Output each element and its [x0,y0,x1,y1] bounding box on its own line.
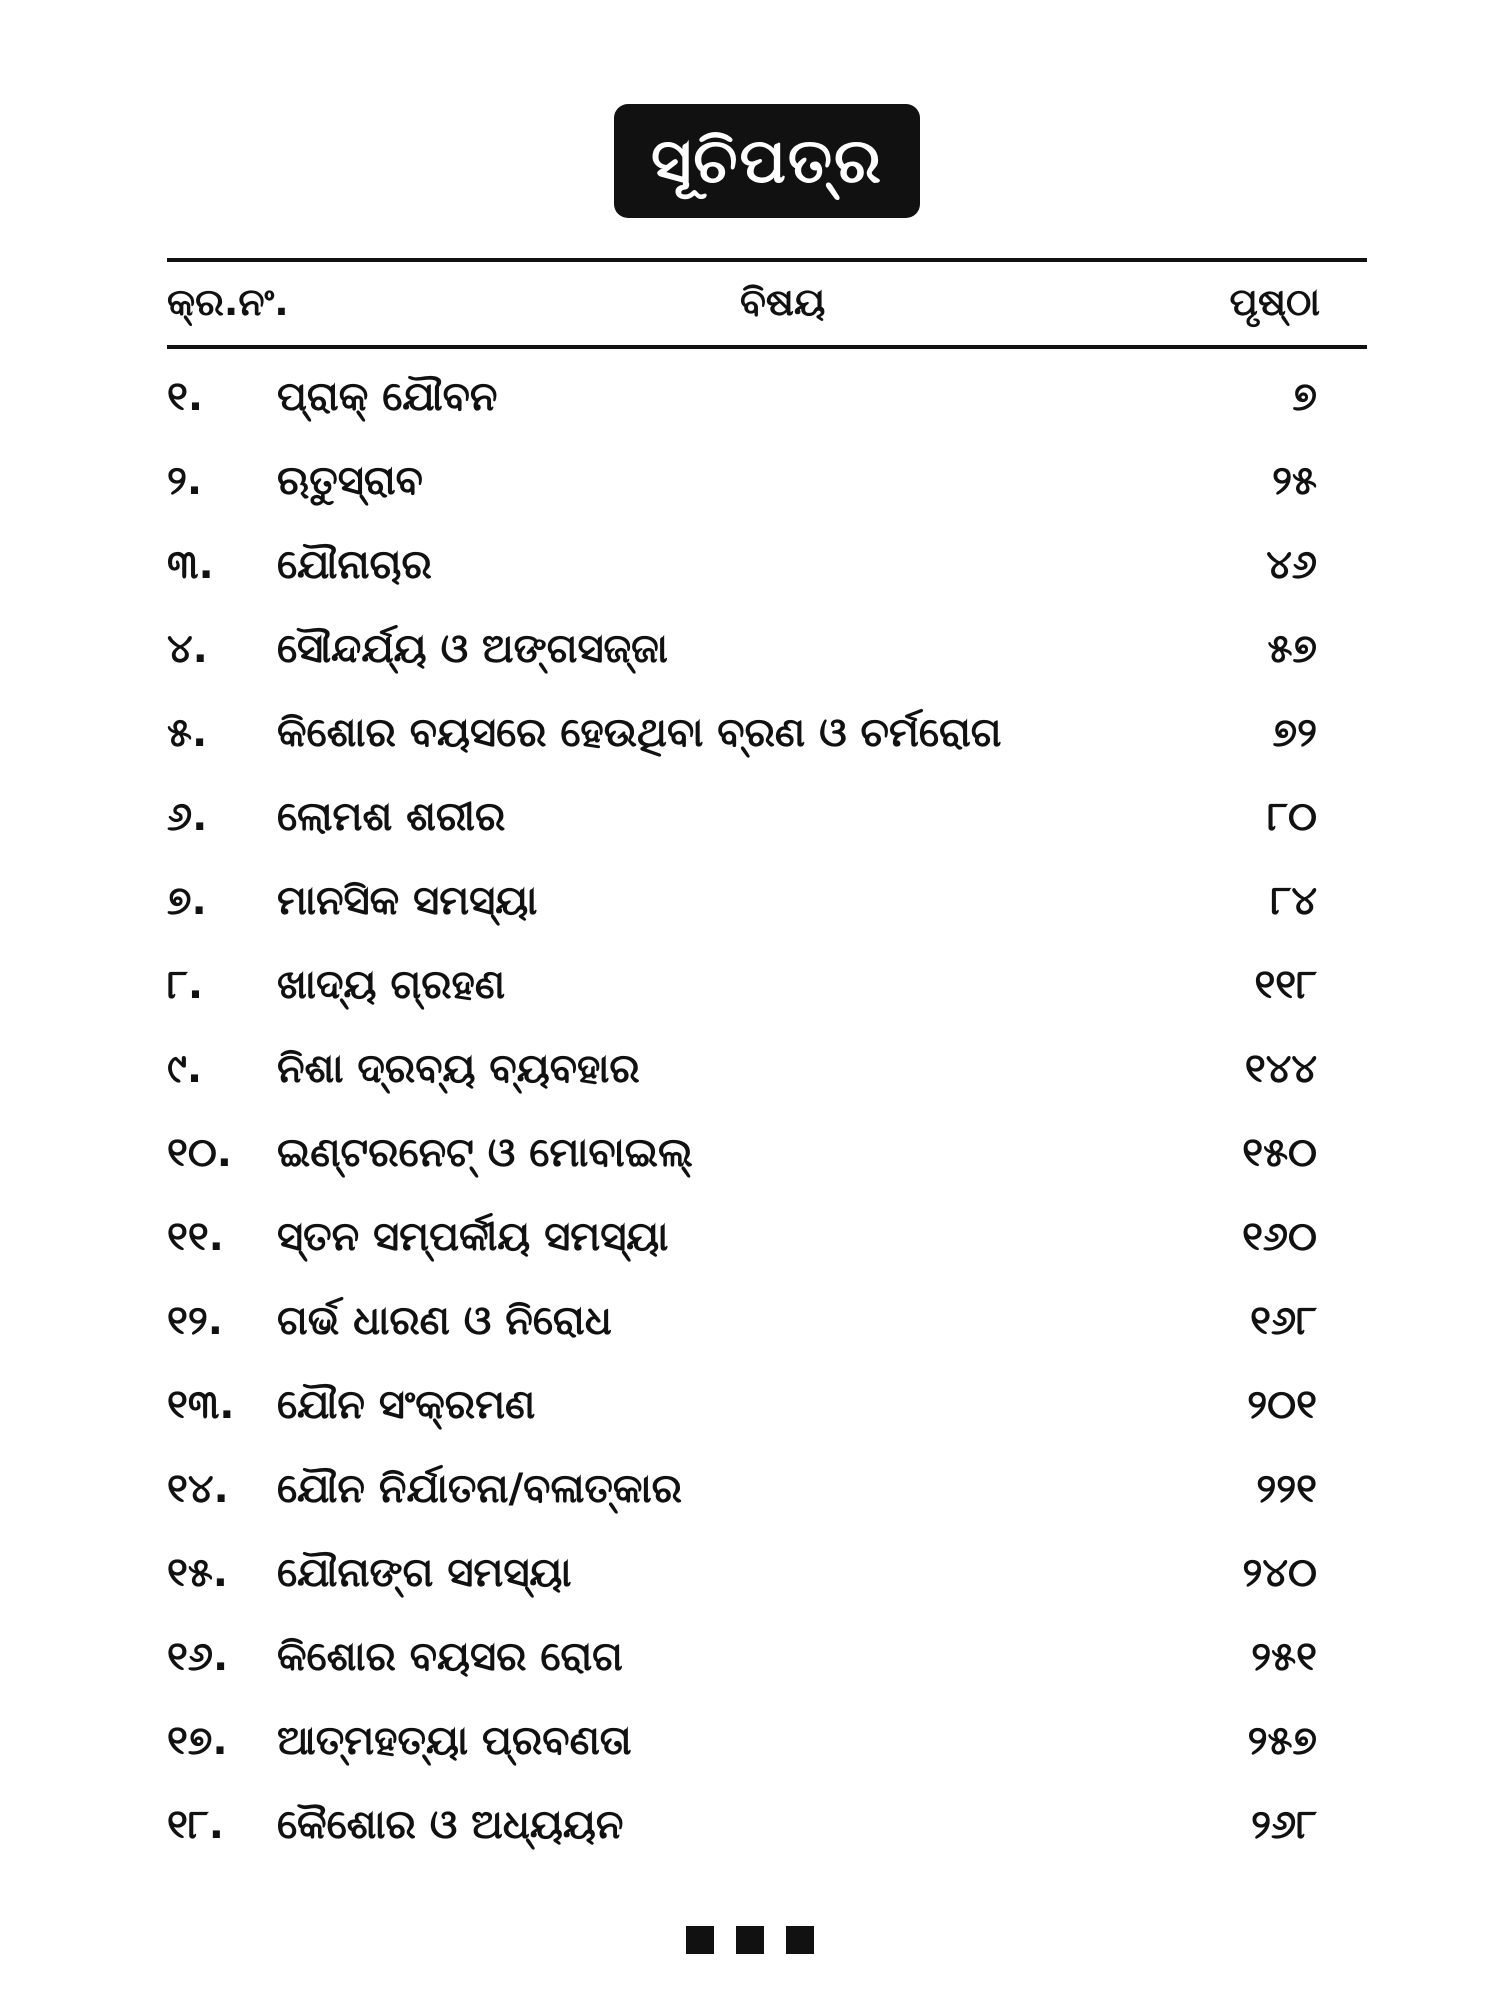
toc-row [167,691,1317,775]
entry-subject: ସୌନ୍ଦର୍ଯ୍ୟ ଓ ଅଙ୍ଗସଜ୍ଜା [277,626,668,672]
end-mark [736,1926,764,1954]
toc-row [167,439,1317,523]
entry-page: ୨୪୦ [1242,1550,1317,1596]
toc-row [167,1447,1317,1531]
entry-subject: କିଶୋର ବୟସର ରୋଗ [277,1634,623,1680]
title-box [614,104,920,218]
table-of-contents [167,355,1317,1867]
entry-number: ୩. [167,542,214,588]
entry-number: ୧୪. [167,1466,229,1512]
header-top-rule [167,258,1367,262]
entry-number: ୧୮. [167,1802,224,1848]
toc-row [167,1783,1317,1867]
entry-subject: ମାନସିକ ସମସ୍ୟା [277,878,538,924]
entry-page: ୪୬ [1266,542,1317,588]
entry-number: ୬. [167,794,208,840]
end-mark [786,1926,814,1954]
entry-subject: ଲୋମଶ ଶରୀର [277,794,506,840]
entry-number: ୧୫. [167,1550,228,1596]
entry-page: ୧୬୮ [1250,1298,1317,1344]
toc-row [167,1111,1317,1195]
page-title: ସୂଚିପତ୍ର [650,124,884,197]
entry-page: ୮୦ [1267,794,1317,840]
entry-page: ୧୧୮ [1254,962,1317,1008]
entry-number: ୫. [167,710,208,756]
toc-row [167,1195,1317,1279]
entry-page: ୧୫୦ [1242,1130,1317,1176]
end-mark [686,1926,714,1954]
entry-subject: ଯୌନ ସଂକ୍ରମଣ [277,1382,536,1428]
toc-row [167,1027,1317,1111]
toc-row [167,1699,1317,1783]
entry-page: ୨୫୭ [1247,1718,1317,1764]
entry-subject: ଗର୍ଭ ଧାରଣ ଓ ନିରୋଧ [277,1298,612,1344]
toc-row [167,1363,1317,1447]
toc-row [167,1279,1317,1363]
entry-page: ୨୫ [1272,458,1317,504]
toc-row [167,859,1317,943]
entry-subject: ଆତ୍ମହତ୍ୟା ପ୍ରବଣତା [277,1718,632,1764]
entry-subject: ଇଣ୍ଟରନେଟ୍ ଓ ମୋବାଇଲ୍ [277,1130,693,1176]
toc-row [167,775,1317,859]
toc-row [167,1531,1317,1615]
entry-page: ୧୬୦ [1242,1214,1317,1260]
header-page: ପୃଷ୍ଠା [1229,280,1320,324]
entry-page: ୭୨ [1272,710,1317,756]
entry-number: ୧୧. [167,1214,224,1260]
entry-page: ୧୪୪ [1244,1046,1317,1092]
entry-number: ୯. [167,1046,203,1092]
entry-page: ୫୭ [1267,626,1317,672]
entry-subject: ନିଶା ଦ୍ରବ୍ୟ ବ୍ୟବହାର [277,1046,640,1092]
entry-page: ୨୦୧ [1247,1382,1317,1428]
entry-number: ୭. [167,878,207,924]
entry-number: ୧୬. [167,1634,229,1680]
header-bottom-rule [167,345,1367,349]
entry-number: ୧୩. [167,1382,235,1428]
entry-subject: ଯୌନ ନିର୍ଯାତନା/ବଳାତ୍କାର [277,1466,682,1512]
end-marks [0,1926,1500,1954]
entry-subject: ଋତୁସ୍ରାବ [277,458,423,504]
entry-subject: ପ୍ରାକ୍ ଯୌବନ [277,374,498,420]
toc-row [167,1615,1317,1699]
entry-subject: ସ୍ତନ ସମ୍ପର୍କୀୟ ସମସ୍ୟା [277,1214,669,1260]
entry-page: ୨୬୮ [1251,1802,1317,1848]
entry-subject: ଯୌନାଙ୍ଗ ସମସ୍ୟା [277,1550,572,1596]
toc-row [167,355,1317,439]
entry-page: ୨୫୧ [1251,1634,1317,1680]
entry-number: ୧୦. [167,1130,232,1176]
entry-subject: ଯୌନାଚାର [277,542,432,588]
toc-row [167,943,1317,1027]
entry-number: ୧୨. [167,1298,223,1344]
header-number: କ୍ର.ନଂ. [167,280,289,324]
entry-page: ୮୪ [1270,878,1317,924]
entry-number: ୨. [167,458,203,504]
toc-row [167,607,1317,691]
entry-subject: କିଶୋର ବୟସରେ ହେଉଥିବା ବ୍ରଣ ଓ ଚର୍ମରୋଗ [277,710,1002,756]
toc-row [167,523,1317,607]
entry-subject: ଖାଦ୍ୟ ଗ୍ରହଣ [277,962,506,1008]
entry-number: ୮. [167,962,204,1008]
entry-number: ୧୭. [167,1718,228,1764]
entry-number: ୪. [167,626,208,672]
entry-page: ୨୨୧ [1256,1466,1317,1512]
entry-page: ୭ [1292,374,1317,420]
header-subject: ବିଷୟ [740,280,826,324]
entry-subject: କୈଶୋର ଓ ଅଧ୍ୟୟନ [277,1802,624,1848]
entry-number: ୧. [167,374,204,420]
